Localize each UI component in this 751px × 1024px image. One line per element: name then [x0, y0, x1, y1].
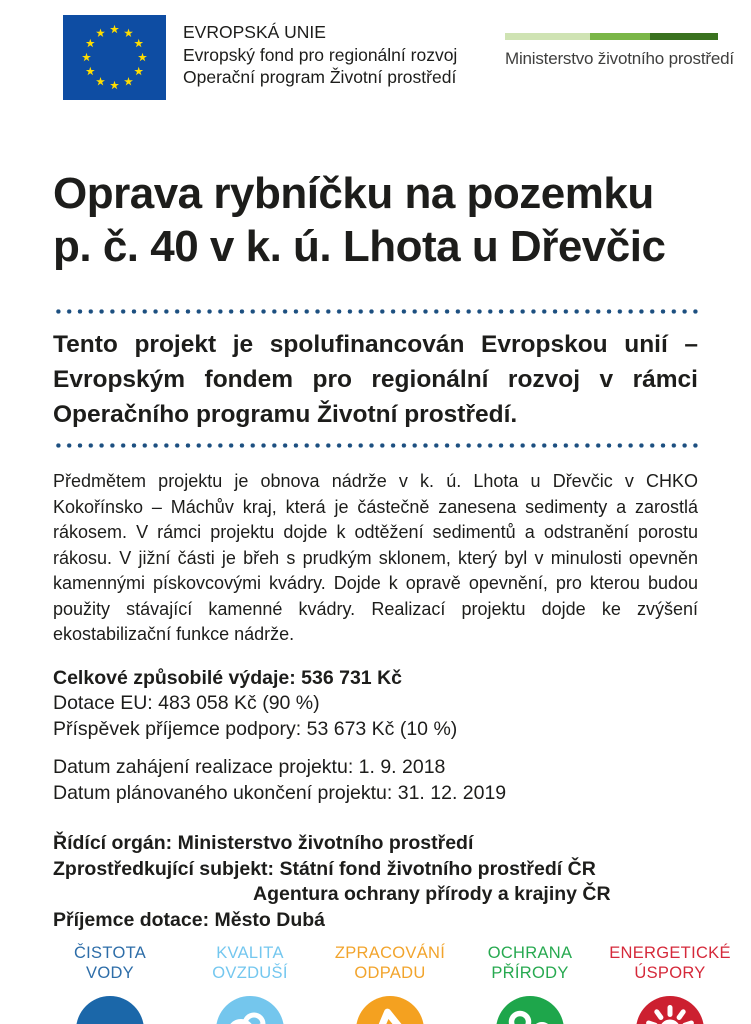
org-intermediate-body: Zprostředkující subjekt: Státní fond životního prostředí ČR	[53, 857, 596, 880]
cofinance-statement: Tento projekt je spolufinancován Evropskou unií – Evropským fondem pro regionální rozvoj v rámci Operačního programu Životní prostředí.	[53, 331, 698, 428]
ministry-name: Ministerstvo životního prostředí	[505, 49, 734, 68]
dotted-separator-bottom	[53, 443, 698, 448]
footer-item-energy	[600, 944, 740, 1024]
footer-label-nature: OCHRANA PŘÍRODY	[487, 944, 573, 982]
finance-beneficiary-share: Příspěvek příjemce podpory: 53 673 Kč (10 %)	[53, 717, 458, 740]
footer-label-energy: ENERGETICKÉ ÚSPORY	[609, 944, 731, 982]
eu-flag-icon	[63, 15, 166, 105]
water-waves-icon	[76, 996, 144, 1024]
footer-item-water	[40, 944, 180, 1024]
ministry-bar-dark	[650, 33, 718, 40]
clouds-icon	[216, 996, 284, 1024]
organizations-block	[53, 831, 698, 933]
project-description: Předmětem projektu je obnova nádrže v k. ú. Lhota u Dřevčic v CHKO Kokořínsko – Máchův kraj, která je částečně zanesena sedimenty a zarostlá rákosem. V rámci projektu dojde k odtěžení sedimentů a odstranění porostu rákosu. V jižní části je břeh s prudkým sklonem, který byl v minulosti opevněn kamennými pískovcovými kvádry. Dojde k opravě opevnění, pro kterou budou použity stávající kamenné kvádry. Realizací projektu dojde ke zvýšení ekostabilizační funkce nádrže.	[53, 471, 698, 644]
page-title	[53, 167, 698, 273]
eu-union-label: EVROPSKÁ UNIE	[183, 22, 326, 42]
footer-label-water: ČISTOTA VODY	[73, 944, 147, 982]
eu-logo-block	[53, 15, 457, 105]
recycling-triangle-icon	[356, 996, 424, 1024]
header	[53, 15, 734, 105]
sun-icon	[636, 996, 704, 1024]
finance-total: Celkové způsobilé výdaje: 536 731 Kč	[53, 666, 403, 689]
footer-label-waste: ZPRACOVÁNÍ ODPADU	[334, 944, 446, 982]
eu-logo-text	[183, 15, 457, 105]
finance-eu-grant: Dotace EU: 483 058 Kč (90 %)	[53, 692, 320, 714]
eu-program-label: Operační program Životní prostředí	[183, 67, 457, 87]
footer-icon-strip	[40, 944, 740, 1024]
ministry-bar-icon	[505, 33, 718, 40]
eu-fund-label: Evropský fond pro regionální rozvoj	[183, 44, 458, 65]
dates-block	[53, 755, 698, 806]
ministry-bar-light	[505, 33, 590, 40]
page-title-line1: Oprava rybníčku na pozemku	[53, 169, 654, 218]
date-end: Datum plánovaného ukončení projektu: 31. 12. 2019	[53, 781, 507, 804]
org-managing-authority: Řídící orgán: Ministerstvo životního prostředí	[53, 832, 474, 854]
org-beneficiary: Příjemce dotace: Město Dubá	[53, 908, 325, 931]
finance-block	[53, 666, 698, 743]
dotted-separator-top	[53, 309, 698, 314]
footer-item-air	[180, 944, 320, 1024]
ministry-bar-mid	[590, 33, 650, 40]
footer-label-air: KVALITA OVZDUŠÍ	[212, 944, 288, 982]
ministry-logo	[505, 33, 734, 69]
date-start: Datum zahájení realizace projektu: 1. 9. 2018	[53, 756, 446, 778]
footer-item-waste	[320, 944, 460, 1024]
org-intermediate-body-2: Agentura ochrany přírody a krajiny ČR	[253, 883, 611, 905]
trees-icon	[496, 996, 564, 1024]
footer-item-nature	[460, 944, 600, 1024]
page-title-line2: p. č. 40 v k. ú. Lhota u Dřevčic	[53, 222, 666, 271]
